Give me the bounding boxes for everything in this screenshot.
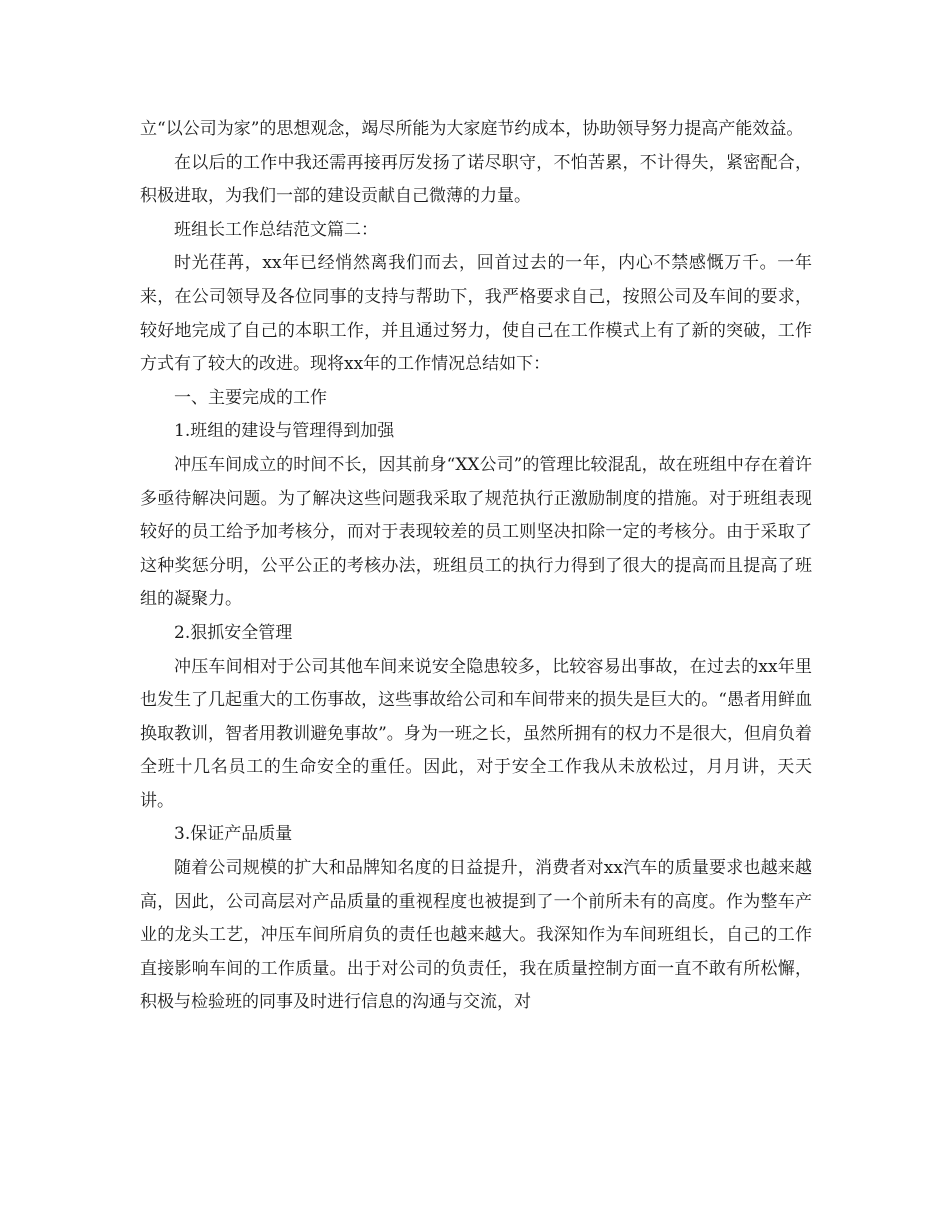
subsection-heading: 3.保证产品质量 [174, 824, 293, 845]
paragraph: 在以后的工作中我还需再接再厉发扬了诺尽职守，不怕苦累，不计得失，紧密配合，积极进取，为我们一部的建设贡献自己微薄的力量。 [140, 152, 812, 207]
subsection-heading: 1.班组的建设与管理得到加强 [174, 421, 395, 442]
section-heading: 一、主要完成的工作 [174, 387, 327, 408]
document-body [140, 113, 812, 1020]
paragraph: 冲压车间相对于公司其他车间来说安全隐患较多，比较容易出事故，在过去的xx年里也发生了几起重大的工伤事故，这些事故给公司和车间带来的损失是巨大的。“愚者用鲜血换取教训，智者用教训避免事故”。身为一班之长，虽然所拥有的权力不是很大，但肩负着全班十几名员工的生命安全的重任。因此，对于安全工作我从未放松过，月月讲，天天讲。 [140, 656, 812, 811]
paragraph: 随着公司规模的扩大和品牌知名度的日益提升，消费者对xx汽车的质量要求也越来越高，因此，公司高层对产品质量的重视程度也被提到了一个前所未有的高度。作为整车产业的龙头工艺，冲压车间所肩负的责任也越来越大。我深知作为车间班组长，自己的工作直接影响车间的工作质量。出于对公司的负责任，我在质量控制方面一直不敢有所松懈，积极与检验班的同事及时进行信息的沟通与交流，对 [140, 858, 812, 1013]
section-heading: 班组长工作总结范文篇二： [174, 219, 378, 240]
paragraph: 时光荏苒，xx年已经悄然离我们而去，回首过去的一年，内心不禁感慨万千。一年来，在公司领导及各位同事的支持与帮助下，我严格要求自己，按照公司及车间的要求，较好地完成了自己的本职工作，并且通过努力，使自己在工作模式上有了新的突破，工作方式有了较大的改进。现将xx年的工作情况总结如下： [140, 253, 812, 375]
paragraph: 冲压车间成立的时间不长，因其前身“XX公司”的管理比较混乱，故在班组中存在着许多亟待解决问题。为了解决这些问题我采取了规范执行正激励制度的措施。对于班组表现较好的员工给予加考核分，而对于表现较差的员工则坚决扣除一定的考核分。由于采取了这种奖惩分明，公平公正的考核办法，班组员工的执行力得到了很大的提高而且提高了班组的凝聚力。 [140, 454, 812, 610]
subsection-heading: 2.狠抓安全管理 [174, 622, 293, 643]
paragraph-continuation: 立“以公司为家”的思想观念，竭尽所能为大家庭节约成本，协助领导努力提高产能效益。 [140, 119, 804, 139]
